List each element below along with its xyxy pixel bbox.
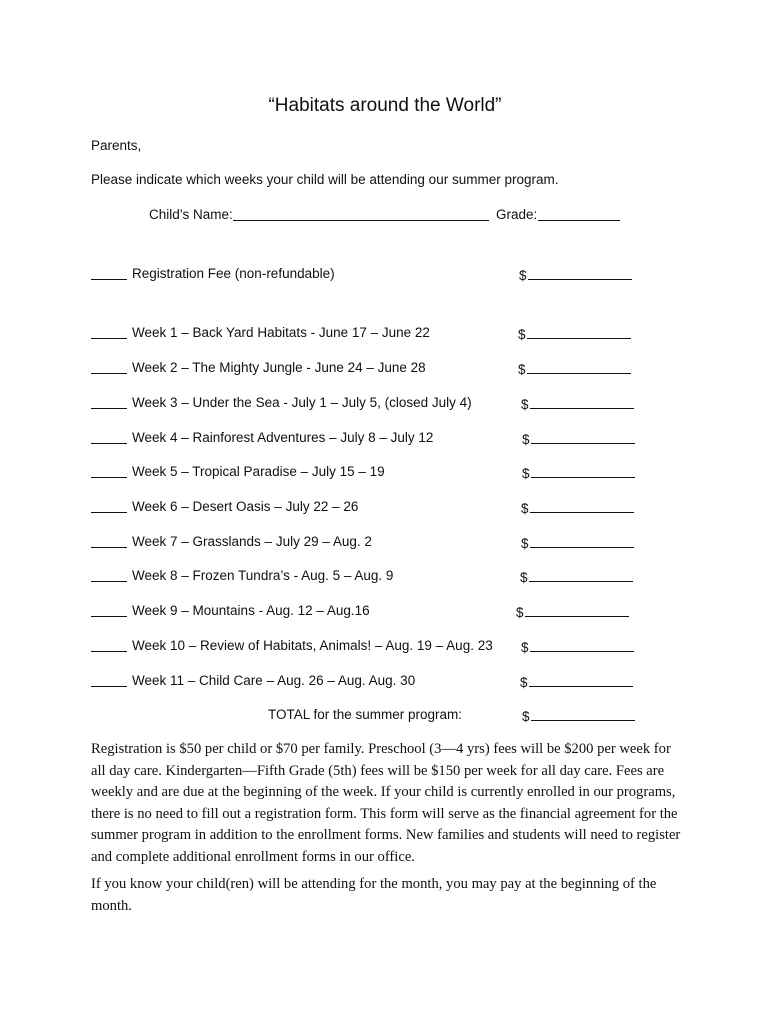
dollar-sign: $ — [519, 268, 527, 283]
grade-field[interactable] — [538, 206, 620, 226]
dollar-sign: $ — [521, 536, 529, 551]
page-title: “Habitats around the World” — [268, 95, 502, 116]
week-label: Week 10 – Review of Habitats, Animals! – Aug. 19 – Aug. 23 — [132, 638, 493, 653]
dollar-sign: $ — [520, 675, 528, 690]
dollar-sign: $ — [522, 432, 530, 447]
week-amount-field[interactable] — [516, 602, 629, 622]
week-check-blank[interactable] — [91, 324, 127, 339]
week-amount-field[interactable] — [522, 429, 635, 449]
week-amount-field[interactable] — [520, 672, 633, 692]
registration-amount-field[interactable] — [519, 265, 632, 285]
week-row — [91, 498, 651, 516]
grade-label: Grade: — [496, 207, 538, 222]
week-amount-field[interactable] — [522, 463, 635, 483]
week-label: Week 11 – Child Care – Aug. 26 – Aug. Aug. 30 — [132, 673, 416, 688]
child-name-label: Child’s Name: — [149, 207, 233, 222]
dollar-sign: $ — [520, 570, 528, 585]
registration-label: Registration Fee (non-refundable) — [132, 266, 335, 281]
week-check-blank[interactable] — [91, 498, 127, 513]
week-label: Week 1 – Back Yard Habitats - June 17 – June 22 — [132, 325, 430, 340]
week-row — [91, 533, 651, 551]
week-amount-field[interactable] — [521, 498, 634, 518]
week-amount-field[interactable] — [518, 359, 631, 379]
week-label: Week 2 – The Mighty Jungle - June 24 – June 28 — [132, 360, 426, 375]
dollar-sign: $ — [521, 501, 529, 516]
monthly-payment-paragraph: If you know your child(ren) will be attending for the month, you may pay at the beginning of the month. — [91, 876, 657, 914]
dollar-sign: $ — [518, 327, 526, 342]
week-row — [91, 567, 651, 585]
week-row — [91, 672, 651, 690]
dollar-sign: $ — [522, 466, 530, 481]
instruction-text: Please indicate which weeks your child will be attending our summer program. — [91, 172, 559, 187]
week-amount-field[interactable] — [521, 394, 634, 414]
week-amount-field[interactable] — [521, 533, 634, 553]
week-row — [91, 324, 651, 342]
week-amount-field[interactable] — [521, 637, 634, 657]
week-check-blank[interactable] — [91, 429, 127, 444]
dollar-sign: $ — [521, 640, 529, 655]
week-check-blank[interactable] — [91, 359, 127, 374]
week-check-blank[interactable] — [91, 533, 127, 548]
week-amount-field[interactable] — [518, 324, 631, 344]
fees-paragraph: Registration is $50 per child or $70 per family. Preschool (3—4 yrs) fees will be $200 per week for all day care. Kindergarten—Fifth Grade (5th) fees will be $150 per week for all day care. Fees are weekly and are due at the beginning of the week. If your child is currently enrolled in our programs, there is no need to fill out a registration form. This form will serve as the financial agreement for the summer program in addition to the enrollment forms. New families and students will need to register and complete additional enrollment forms in our office. — [91, 741, 681, 865]
week-row — [91, 359, 651, 377]
week-check-blank[interactable] — [91, 394, 127, 409]
week-label: Week 9 – Mountains - Aug. 12 – Aug.16 — [132, 603, 370, 618]
week-label: Week 6 – Desert Oasis – July 22 – 26 — [132, 499, 359, 514]
week-check-blank[interactable] — [91, 602, 127, 617]
child-name-field[interactable] — [233, 206, 489, 226]
week-label: Week 7 – Grasslands – July 29 – Aug. 2 — [132, 534, 372, 549]
week-check-blank[interactable] — [91, 637, 127, 652]
week-row — [91, 463, 651, 481]
week-row — [91, 394, 651, 412]
dollar-sign: $ — [522, 709, 530, 724]
registration-check-blank[interactable] — [91, 265, 127, 280]
total-label: TOTAL for the summer program: — [268, 707, 463, 722]
week-row — [91, 429, 651, 447]
week-row — [91, 602, 651, 620]
registration-row — [91, 265, 651, 283]
week-amount-field[interactable] — [520, 567, 633, 587]
week-check-blank[interactable] — [91, 463, 127, 478]
week-label: Week 3 – Under the Sea - July 1 – July 5, (closed July 4) — [132, 395, 472, 410]
total-amount-field[interactable] — [522, 706, 635, 726]
week-label: Week 5 – Tropical Paradise – July 15 – 19 — [132, 464, 385, 479]
week-label: Week 4 – Rainforest Adventures – July 8 – July 12 — [132, 430, 434, 445]
week-row — [91, 637, 651, 655]
dollar-sign: $ — [521, 397, 529, 412]
total-row — [91, 706, 651, 724]
greeting: Parents, — [91, 138, 142, 153]
dollar-sign: $ — [516, 605, 524, 620]
week-label: Week 8 – Frozen Tundra’s - Aug. 5 – Aug. 9 — [132, 568, 394, 583]
week-check-blank[interactable] — [91, 672, 127, 687]
week-check-blank[interactable] — [91, 567, 127, 582]
dollar-sign: $ — [518, 362, 526, 377]
